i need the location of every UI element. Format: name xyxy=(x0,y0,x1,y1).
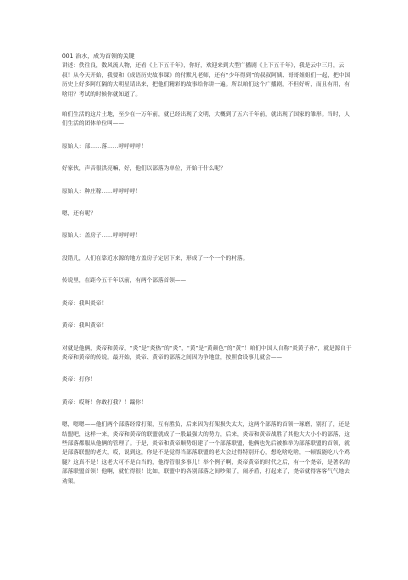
document-body xyxy=(62,53,352,487)
paragraph: 对就是他俩，炎帝和黄帝，“炎”是“炎热”的“炎”，“黄”是“黄颜色”的“黄”！咱们中国人自称“炎黄子孙”，就是源自于炎帝和黄帝的传说。最开始，炎帝、黄帝的部落之间因为争地盘，按照食设事儿就会—— xyxy=(62,345,352,361)
dialogue-line: 原始人：盖房子……呼呼呼呼！ xyxy=(62,233,142,240)
dialogue-line: 嗯，还有呢？ xyxy=(62,211,96,218)
dialogue-line: 原始人：种庄稼……呼呼呼呼！ xyxy=(62,188,142,195)
dialogue-line: 炎帝：打你！ xyxy=(62,377,96,384)
paragraph: 没错儿，人们在靠近水源的地方盖房子定居下来，形成了一个一个的村落。 xyxy=(62,255,249,262)
dialogue-line: 黄帝：哎呀！你敢打我？！踹你！ xyxy=(62,399,147,406)
intro-paragraph: 讲述：佚往良，数风流人物，还看《上下五千年》，你好，欢迎来到大型广播剧《上下五千年》，我是云中三月，云叔！从今天开始，我要和《成语历史故事课》的付默凡老师，还有“少年得到”的叔叔阿姨、哥哥姐姐们一起，把中国历史上好多阿红隔的大明星请出来，把他们精彩的故事给你讲一遍。所以咱们这个广播剧，不但好听，而且有用，有啥用？考试的时候你就知道了。 xyxy=(62,63,351,98)
document-title: 001 治水，成为首领的关键 xyxy=(62,54,135,60)
paragraph: 好家伙，声音很洪亮嘛，好，他们以部落为单位，开始干什么呢？ xyxy=(62,166,226,173)
paragraph: 咱们生活的这片土地，至少在一万年前，就已经出现了文明，大概到了五六千年前，就出现了国家的雏形。当时，人们生活的团体单位叫—— xyxy=(62,112,350,128)
paragraph: 嗯，嗯嗯——他们两个部落经常打架，互有胜负，后来因为打架损失太大，这两个部落的首领一琢磨，别打了，还是结盟吧，这样一来，炎帝和黄帝的联盟就成了一股最强大的势力，后来，炎帝和黄帝战胜了其他大大小小的部落，这些部落都服从他俩的管理了。于是，炎帝和黄帝顺势组建了一个部落联盟，他俩也先后被推举为部落联盟的首领，就是部落联盟的老大，哎，说到这，你是不是觉得当部落联盟的老大会过得特别开心，想吃啥吃啥，一顿饭能吃八个鸡腿？这真不是！这老大可不是白当的，他得管很多事儿！举个例子啊，炎帝黄帝的时代之后，有一个尧帝，是著名的部落联盟首领！他啊，就忙得很！比如，联盟中的各别部落之间吵架了，闹矛盾，打起来了，尧帝就得客客气气地去劝架。 xyxy=(62,422,350,485)
dialogue-line: 黄帝：我叫黄帝！ xyxy=(62,323,108,330)
paragraph: 传说里，在距今五千年以前，有两个部落首领—— xyxy=(62,278,187,285)
dialogue-line: 原始人：部……落……呼呼呼呼！ xyxy=(62,143,147,150)
dialogue-line: 炎帝：我叫炎帝！ xyxy=(62,300,108,307)
